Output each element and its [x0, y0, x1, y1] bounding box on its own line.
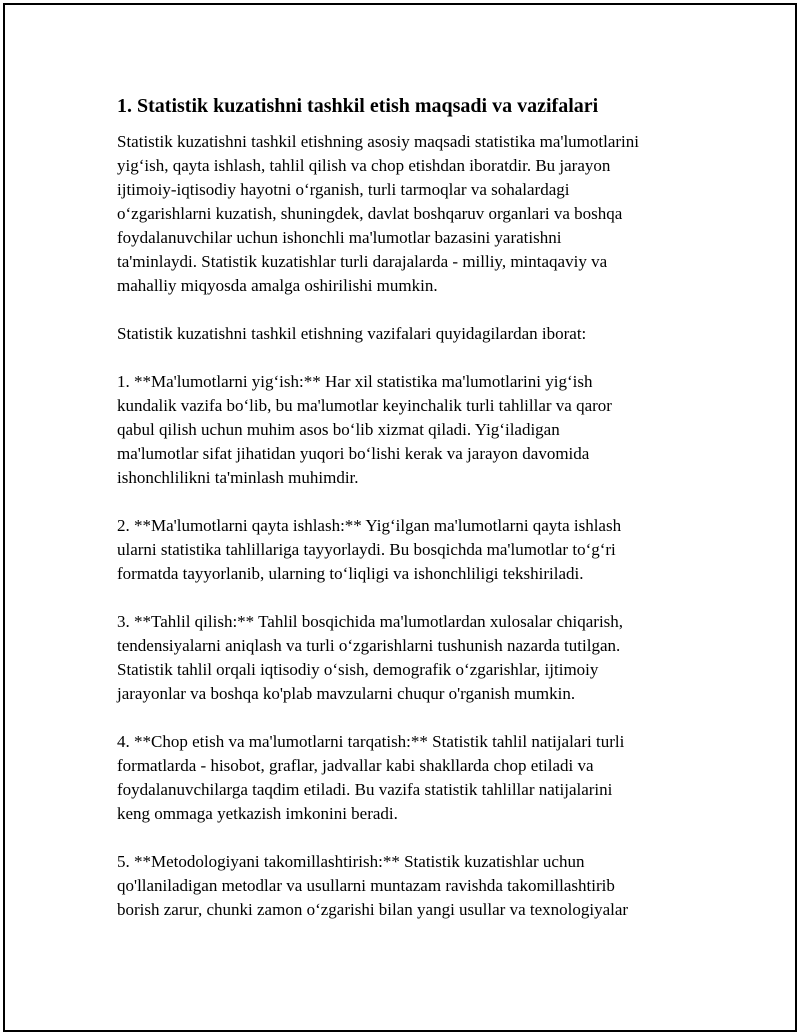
text-line: 2. **Ma'lumotlarni qayta ishlash:** Yig‘ilgan ma'lumotlarni qayta ishlash — [117, 516, 622, 535]
list-item-4 — [117, 730, 717, 826]
text-line: ijtimoiy-iqtisodiy hayotni o‘rganish, turli tarmoqlar va sohalardagi — [117, 180, 570, 199]
list-item-3 — [117, 610, 717, 706]
text-line: ma'lumotlar sifat jihatidan yuqori bo‘lishi kerak va jarayon davomida — [117, 444, 590, 463]
text-line: formatlarda - hisobot, graflar, jadvallar kabi shakllarda chop etiladi va — [117, 756, 594, 775]
text-line: ularni statistika tahlillariga tayyorlaydi. Bu bosqichda ma'lumotlar to‘g‘ri — [117, 540, 616, 559]
text-line: keng ommaga yetkazish imkonini beradi. — [117, 804, 398, 823]
text-line: Statistik kuzatishni tashkil etishning asosiy maqsadi statistika ma'lumotlarini — [117, 132, 639, 151]
document-body — [117, 93, 717, 946]
text-line: ishonchlilikni ta'minlash muhimdir. — [117, 468, 359, 487]
text-line: ta'minlaydi. Statistik kuzatishlar turli darajalarda - milliy, mintaqaviy va — [117, 252, 608, 271]
list-item-2 — [117, 514, 717, 586]
text-line: formatda tayyorlanib, ularning to‘liqligi va ishonchliligi tekshiriladi. — [117, 564, 584, 583]
paragraph-tasks-intro — [117, 322, 717, 346]
section-heading: 1. Statistik kuzatishni tashkil etish maqsadi va vazifalari — [117, 95, 599, 117]
text-line: qabul qilish uchun muhim asos bo‘lib xizmat qiladi. Yig‘iladigan — [117, 420, 560, 439]
text-line: foydalanuvchilarga taqdim etiladi. Bu vazifa statistik tahlillar natijalarini — [117, 780, 613, 799]
text-line: 3. **Tahlil qilish:** Tahlil bosqichida ma'lumotlardan xulosalar chiqarish, — [117, 612, 624, 631]
text-line: foydalanuvchilar uchun ishonchli ma'lumotlar bazasini yaratishni — [117, 228, 562, 247]
text-line: Statistik kuzatishni tashkil etishning vazifalari quyidagilardan iborat: — [117, 324, 587, 343]
text-line: tendensiyalarni aniqlash va turli o‘zgarishlarni tushunish nazarda tutilgan. — [117, 636, 621, 655]
text-line: borish zarur, chunki zamon o‘zgarishi bilan yangi usullar va texnologiyalar — [117, 900, 629, 919]
text-line: o‘zgarishlarni kuzatish, shuningdek, davlat boshqaruv organlari va boshqa — [117, 204, 623, 223]
text-line: 1. **Ma'lumotlarni yig‘ish:** Har xil statistika ma'lumotlarini yig‘ish — [117, 372, 593, 391]
text-line: yig‘ish, qayta ishlash, tahlil qilish va chop etishdan iboratdir. Bu jarayon — [117, 156, 611, 175]
list-item-5 — [117, 850, 717, 922]
text-line: kundalik vazifa bo‘lib, bu ma'lumotlar keyinchalik turli tahlillar va qaror — [117, 396, 612, 415]
paragraph-intro — [117, 130, 717, 298]
text-line: 5. **Metodologiyani takomillashtirish:** Statistik kuzatishlar uchun — [117, 852, 585, 871]
text-line: jarayonlar va boshqa ko'plab mavzularni chuqur o'rganish mumkin. — [117, 684, 576, 703]
text-line: 4. **Chop etish va ma'lumotlarni tarqatish:** Statistik tahlil natijalari turli — [117, 732, 625, 751]
list-item-1 — [117, 370, 717, 490]
text-line: Statistik tahlil orqali iqtisodiy o‘sish, demografik o‘zgarishlar, ijtimoiy — [117, 660, 599, 679]
text-line: mahalliy miqyosda amalga oshirilishi mumkin. — [117, 276, 438, 295]
text-line: qo'llaniladigan metodlar va usullarni muntazam ravishda takomillashtirib — [117, 876, 615, 895]
